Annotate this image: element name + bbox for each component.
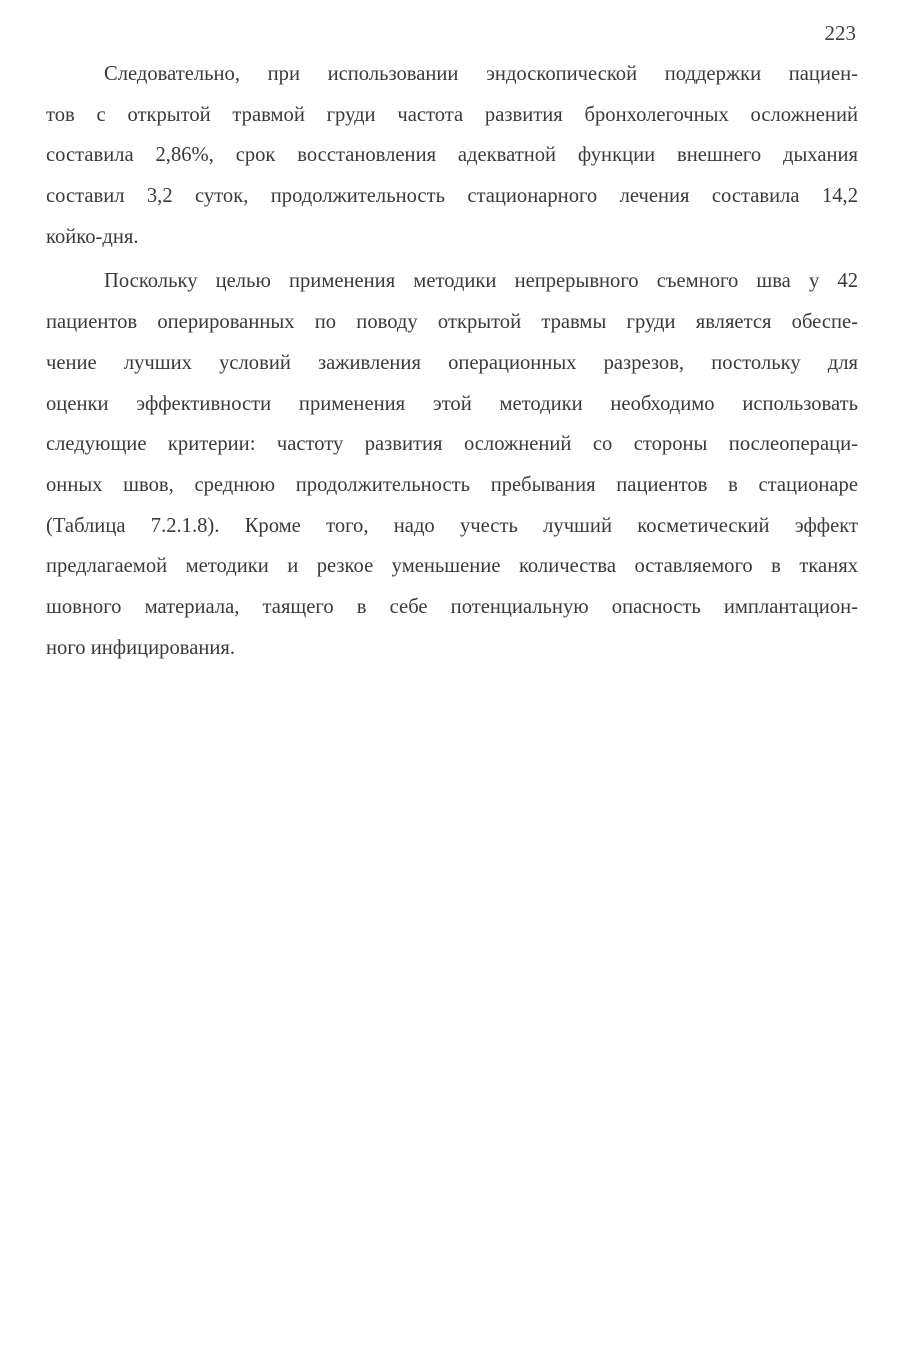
text-line: (Таблица 7.2.1.8). Кроме того, надо учесть лучший косметический эффект [46,514,858,537]
text-line: пациентов оперированных по поводу открытой травмы груди является обеспе- [46,311,858,334]
text-line: онных швов, среднюю продолжительность пребывания пациентов в стационаре [46,473,858,496]
body-text [46,54,858,668]
text-line: шовного материала, таящего в себе потенциальную опасность имплантацион- [46,595,858,618]
text-line: предлагаемой методики и резкое уменьшение количества оставляемого в тканях [46,555,858,578]
text-line: ного инфицирования. [46,636,235,659]
text-line: Поскольку целью применения методики непрерывного съемного шва у 42 [104,270,858,293]
paragraph-suture-method [46,261,858,668]
text-line: следующие критерии: частоту развития осложнений со стороны послеопераци- [46,433,858,456]
paragraph-conclusion [46,54,858,257]
text-line: составил 3,2 суток, продолжительность стационарного лечения составила 14,2 [46,185,858,208]
page-number: 223 [824,21,856,45]
text-line: Следовательно, при использовании эндоскопической поддержки пациен- [104,63,858,85]
text-line: составила 2,86%, срок восстановления адекватной функции внешнего дыхания [46,144,858,167]
text-line: тов с открытой травмой груди частота развития бронхолегочных осложнений [46,103,858,126]
text-line: оценки эффективности применения этой методики необходимо использовать [46,392,858,415]
text-line: чение лучших условий заживления операционных разрезов, постольку для [46,351,858,374]
text-line: койко-дня. [46,225,139,248]
